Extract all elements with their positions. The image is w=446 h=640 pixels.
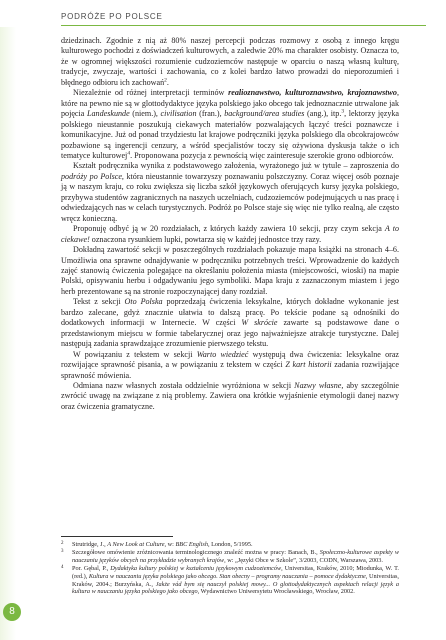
text-span: (niem.), [129, 109, 161, 119]
text-span: , lektorzy języka polskiego nieustannie poszukują ciekawych materiałów pozwalających łączyć treści poznawcze i komunikacyjne. Już od ponad trzydziestu lat krajowe podręczniki języka polskiego dla obcokrajowców pozbawione są ingerencji cenzury, a wśród specjalistów toczy się ożywiona dyskusja także o ich tematyce kulturowej [61, 109, 400, 160]
italic-span: civilisation [160, 109, 197, 119]
italic-span: Nazwy własne [294, 380, 342, 390]
text-span: , które na pewno nie są w glottodydaktyce języka polskiego jako obcego tak jednoznacznie utrwalone jak pojęcia [61, 88, 399, 119]
italic-span: A to ciekawe! [61, 224, 399, 244]
italic-span: background/area studies [224, 109, 305, 119]
text-span: dziedzinach. Zgodnie z nią aż 80% naszej percepcji podczas rozmowy z osobą z innego kręgu kulturowego pochodzi z doświadczeń kulturowych, a zaledwie 20% ma charakter osobisty. Oznacza to, że w ogromnej większości rozumienie cudzoziemców następuje w oparciu o naszą własną kulturę, tradycje, zwyczaje, wartości i zachowania, co z kolei bardzo łatwo prowadzi do nieporozumień i błędnego odbioru ich zachowań [61, 36, 399, 87]
text-span: Tekst z sekcji [73, 297, 125, 307]
footnote-number: 3 [61, 548, 64, 554]
paragraph [61, 381, 399, 412]
paragraph [61, 245, 399, 297]
text-span: , która nieustannie towarzyszy poznawaniu polszczyzny. Coraz więcej osób poznaje ją w naszym kraju, co roku zwiększa się liczba szkół językowych oferujących kursy języka polskiego, przybywa studentów zagranicznych na naszych uczelniach, cudzoziemców podejmujących u nas pracę i odwiedzających nas w celach turystycznych. Podróż po Polsce staje się więc nie tylko realną, ale często wręcz konieczną. [61, 171, 399, 223]
footnotes [61, 541, 399, 596]
text-span: . [166, 77, 169, 87]
text-span: Odmiana nazw własnych została oddzielnie wyróżniona w sekcji [73, 380, 295, 390]
paragraph [61, 224, 399, 245]
text-span: (ang.), itp. [304, 109, 342, 119]
text-span: , Universitas, Kraków, 2004.; Burzyńska, A., [72, 572, 399, 588]
text-span: , w: „Języki Obce w Szkole”, 3/2003, CODN, Warszawa, 2003. [224, 556, 383, 564]
text-span: Niezależnie od różnej interpretacji terminów [73, 88, 229, 98]
text-span: Proponuję odbyć ją w 20 rozdziałach, z których każdy zawiera 10 sekcji, przy czym sekcja [73, 224, 385, 234]
text-span: poprzedzają ćwiczenia leksykalne, których dokładne wykonanie jest bardzo zalecane, gdyż znacznie ułatwia to dalszą pracę. Po tekście podane są odnośniki do dodatkowych informacji w Internecie. W części [61, 297, 400, 328]
italic-span: BBC English [175, 541, 208, 548]
italic-span: Landeskunde [86, 109, 130, 119]
text-span: . Proponowana pozycja z pewnością więc zainteresuje szerokie grono odbiorców. [130, 150, 394, 160]
text-span: oznaczona rysunkiem lupki, powtarza się w każdej jednostce trzy razy. [89, 234, 322, 244]
footnote-number: 4 [61, 564, 64, 570]
paragraph [61, 36, 399, 88]
text-span: zawarte są podstawowe dane o przedstawionym miejscu w formie tabelarycznej oraz jego najważniejsze atrakcje turystyczne. Dalej następują zadania sprawdzające zrozumienie pierwszego tekstu. [61, 318, 399, 349]
italic-span: A New Look at Culture [107, 541, 165, 548]
footnote-ref: 3 [341, 108, 345, 115]
italic-span: Dydaktyka kultury polskiej w kształceniu językowym cudzoziemców [110, 564, 282, 572]
footnote-ref: 4 [127, 150, 131, 157]
page-number: 8 [3, 603, 21, 621]
footnote [61, 565, 399, 597]
footnote-ref: 2 [164, 77, 167, 84]
text-span: (fran.), [196, 109, 225, 119]
text-span: zadania rozwijające sprawność mówienia. [61, 360, 399, 380]
paragraph [61, 161, 399, 224]
text-span: występują dwa ćwiczenia: leksykalne oraz rozwijające sprawność pisania, a w powiązaniu z tekstem w części [61, 349, 400, 370]
italic-span: Społeczno-kulturowe aspekty w nauczaniu języków obcych na przykładzie wybranych krajów [72, 548, 399, 564]
italic-span: Z kart historii [285, 360, 332, 370]
italic-span: Kultura w nauczaniu języka polskiego jako obcego. Stan obecny – programy nauczania – pomoce dydaktyczne [88, 572, 366, 580]
page-edge-band [0, 27, 16, 640]
running-header: PODRÓŻE PO POLSCE [61, 12, 163, 21]
italic-span: podróży po Polsce [61, 171, 122, 181]
text-span: , w: [164, 541, 176, 548]
footnote-separator [61, 536, 173, 537]
text-span: W powiązaniu z tekstem w sekcji [73, 349, 197, 359]
bold-italic-span: realioznawstwo, kulturoznawstwo, krajoznawstwo [228, 88, 397, 98]
paragraph [61, 297, 399, 349]
italic-span: W skrócie [241, 318, 278, 328]
text-span: Kształt podręcznika wynika z podstawowego założenia, wyrażonego już w tytule – zaproszenia do [73, 161, 399, 171]
body-text [61, 36, 399, 412]
text-span: Strutridge, J., [72, 541, 108, 548]
footnote [61, 541, 399, 549]
paragraph [61, 88, 399, 161]
footnote-number: 2 [61, 541, 64, 546]
italic-span: Oto Polska [124, 297, 163, 307]
footnote [61, 549, 399, 565]
text-span: , Wydawnictwo Uniwersytetu Wrocławskiego, Wrocław, 2002. [197, 588, 355, 596]
italic-span: Jakże vád bym się nauczył polskiej mowy... O glottodydaktycznych aspektach relacji język a kultura w nauczaniu języka polskiego jako obcego [72, 580, 399, 596]
text-span: , Universitas, Kraków, 2010; Miodunka, W. T. (red.), [72, 564, 399, 580]
paragraph [61, 350, 399, 381]
text-span: Szczegółowe omówienie zróżnicowania terminologicznego znaleźć można w pracy: Banach, B., [72, 548, 320, 556]
text-span: Dokładną zawartość sekcji w poszczególnych rozdziałach pokazuje mapa książki na stronach 4–6. Umożliwia ona sprawne odnajdywanie w podręczniku potrzebnych treści. Wprowadzenie do każdych zajęć stanowią ćwiczenia polegające na określaniu położenia miasta (miejscowości, wioski) na mapie Polski, opisywaniu herbu i odgadywaniu jego symboliki. Mapa kraju z zaznaczonym miastem i jego herb prezentowane są na stronie rozpoczynającej dany rozdział. [61, 245, 399, 296]
text-span: , aby szczególnie zwrócić uwagę na związane z nią problemy. Zawiera ona krótkie wyjaśnienie etymologii danej nazwy oraz ćwiczenia gramatyczne. [61, 380, 399, 411]
italic-span: Warto wiedzieć [196, 349, 249, 359]
text-span: Por. Gębal, P., [72, 564, 111, 572]
header-rule [61, 25, 426, 26]
text-span: , London, 5/1995. [207, 541, 253, 548]
